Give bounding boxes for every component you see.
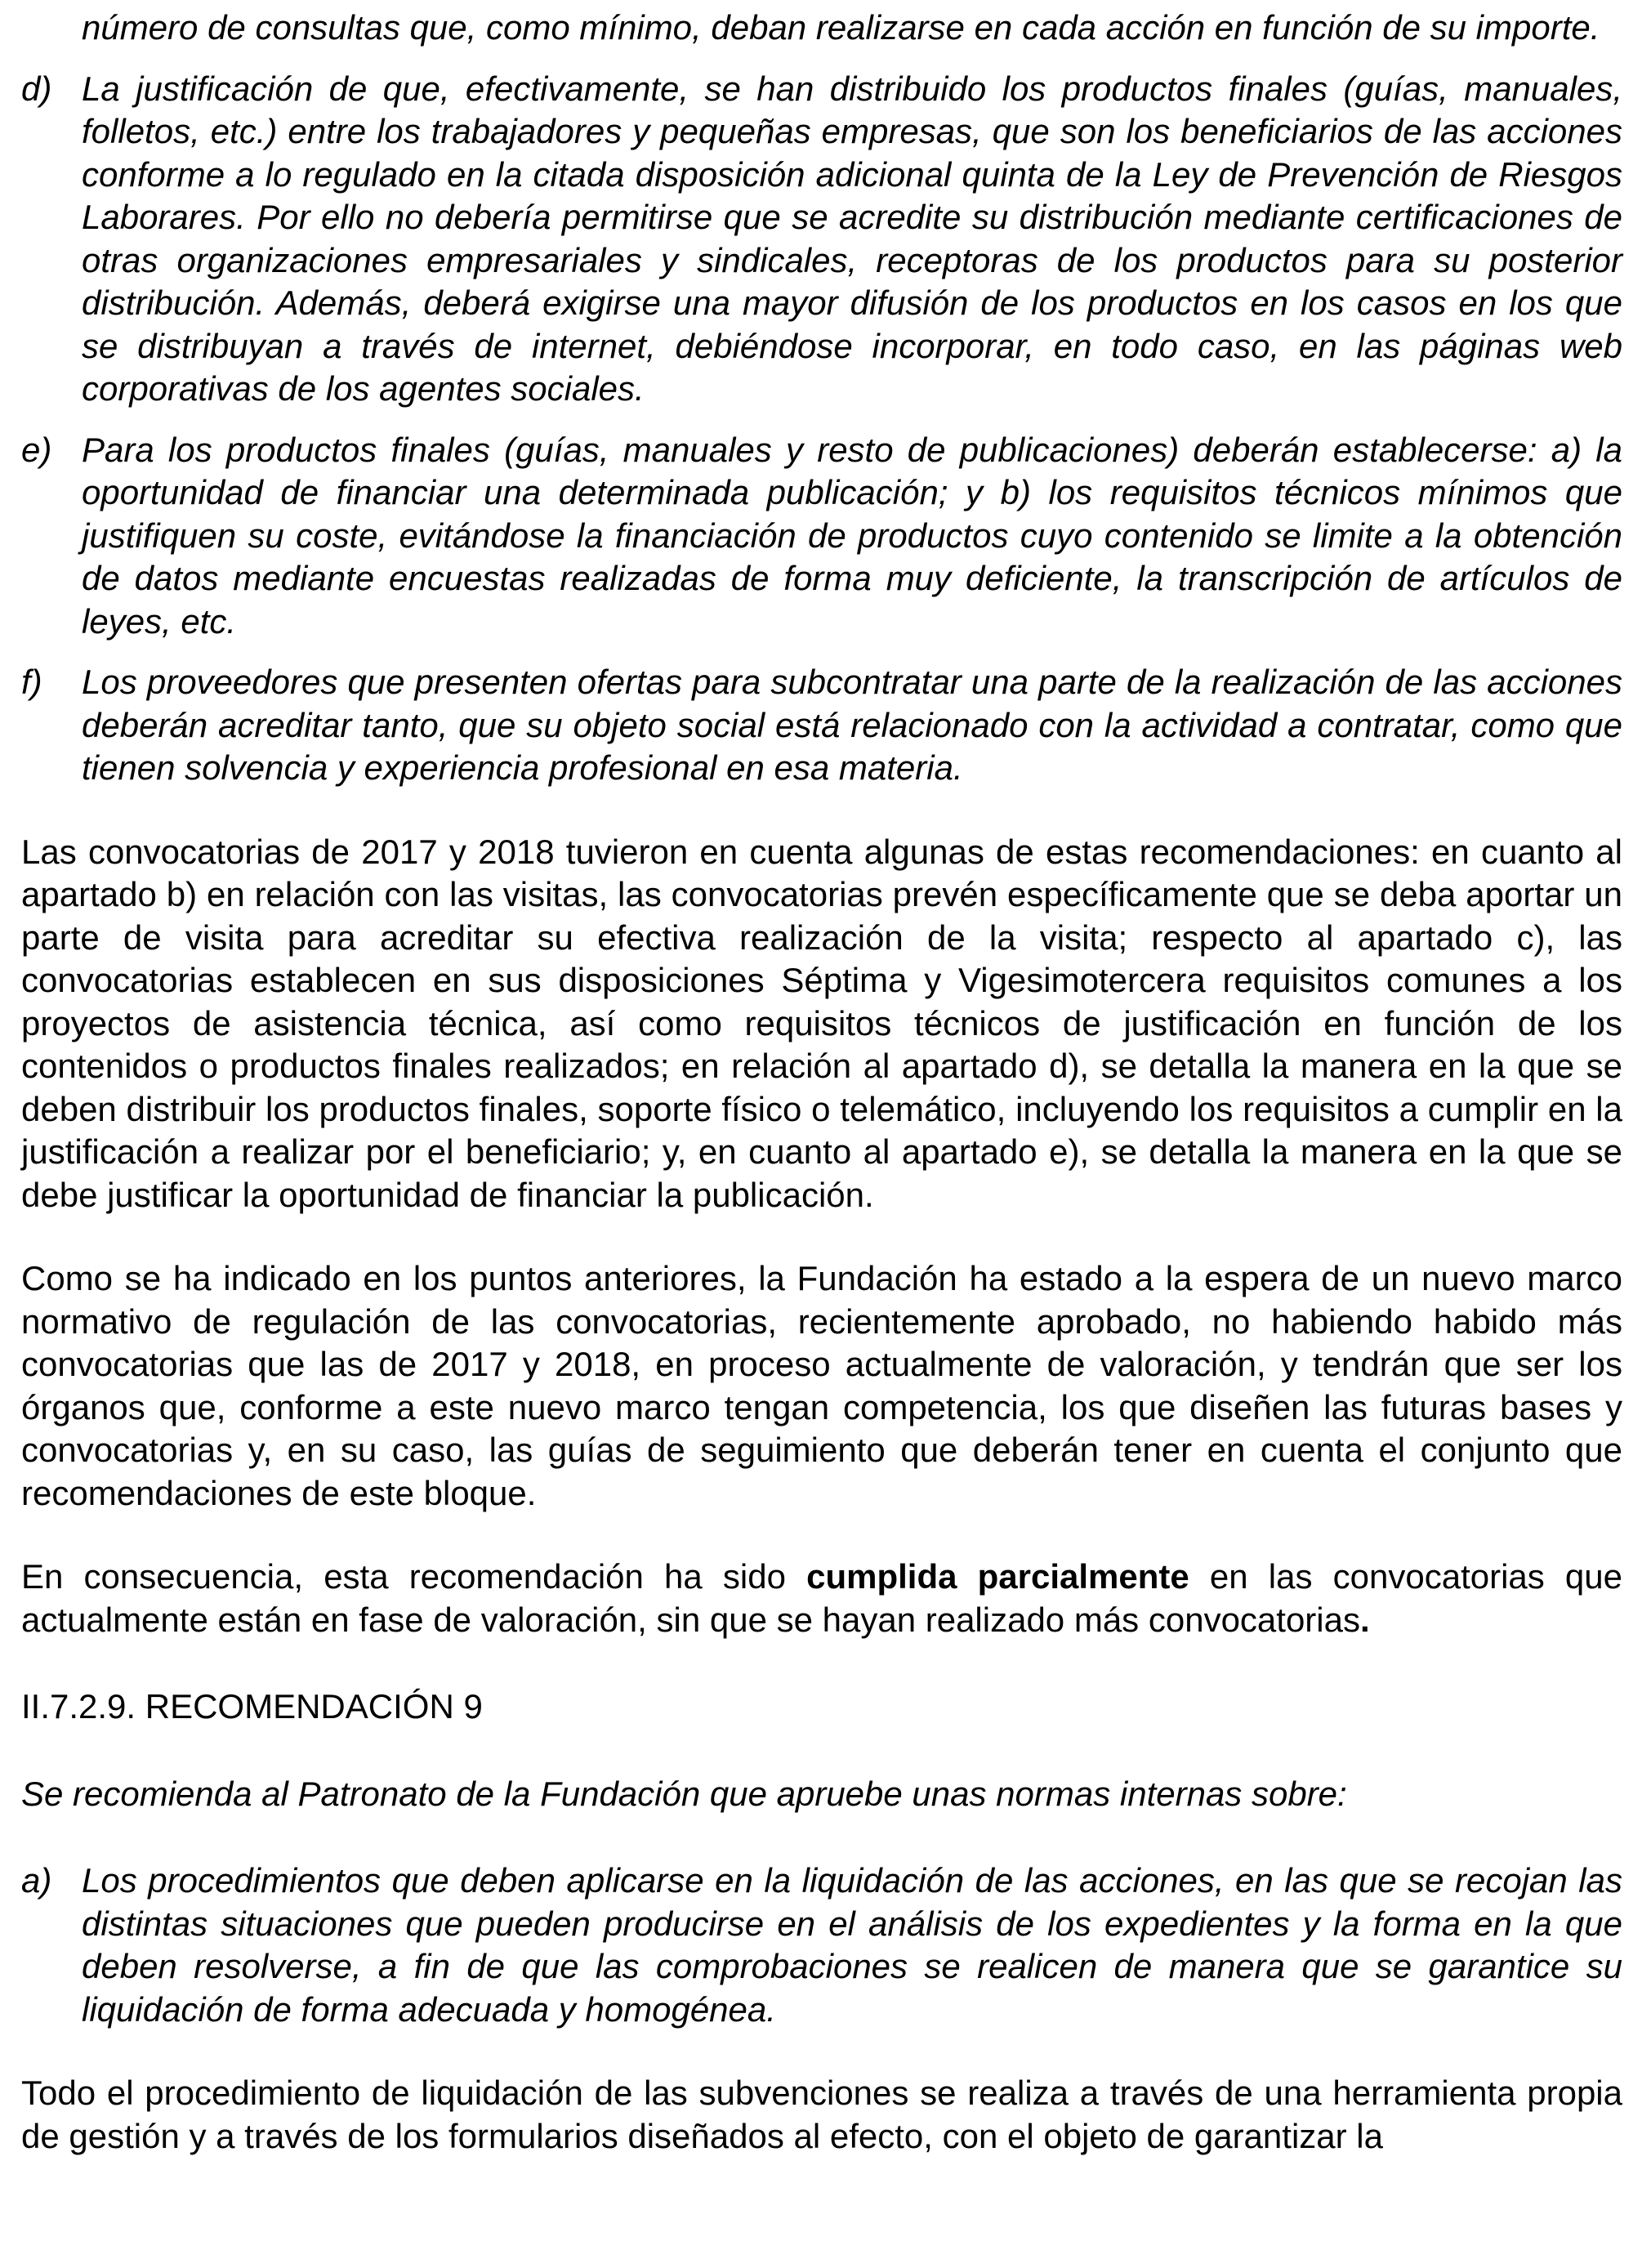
recommendation-intro: Se recomienda al Patronato de la Fundación que apruebe unas normas internas sobre:	[21, 1774, 1347, 1813]
list-marker: f)	[21, 663, 42, 701]
list-item-e	[21, 429, 1622, 644]
list-marker: e)	[21, 430, 52, 469]
conclusion-text-end: en las convocatorias que actualmente están en fase de valoración, sin que se hayan realizado más convocatorias	[21, 1557, 1622, 1639]
conclusion-text-start: En consecuencia, esta recomendación ha sido	[21, 1557, 807, 1596]
paragraph-convocatorias: Las convocatorias de 2017 y 2018 tuvieron en cuenta algunas de estas recomendaciones: en cuanto al apartado b) en relación con las visitas, las convocatorias prevén específicamente que se deba aportar un parte de visita para acreditar su efectiva realización de la visita; respecto al apartado c), las convocatorias establecen en sus disposiciones Séptima y Vigesimotercera requisitos comunes a los proyectos de asistencia técnica, así como requisitos técnicos de justificación en función de los contenidos o productos finales realizados; en relación al apartado d), se detalla la manera en la que se deben distribuir los productos finales, soporte físico o telemático, incluyendo los requisitos a cumplir en la justificación a realizar por el beneficiario; y, en cuanto al apartado e), se detalla la manera en la que se debe justificar la oportunidad de financiar la publicación.	[21, 832, 1622, 1214]
list-item-text: La justificación de que, efectivamente, se han distribuido los productos finales (guías, manuales, folletos, etc.) entre los trabajadores y pequeñas empresas, que son los beneficiarios de las acciones conforme a lo regulado en la citada disposición adicional quinta de la Ley de Prevención de Riesgos Laborares. Por ello no debería permitirse que se acredite su distribución mediante certificaciones de otras organizaciones empresariales y sindicales, receptoras de los productos para su posterior distribución. Además, deberá exigirse una mayor difusión de los productos en los casos en los que se distribuyan a través de internet, debiéndose incorporar, en todo caso, en las páginas web corporativas de los agentes sociales.	[82, 69, 1622, 408]
list-item-text: número de consultas que, como mínimo, deban realizarse en cada acción en función de su importe.	[82, 8, 1600, 47]
document-page	[21, 7, 1622, 2158]
paragraph-conclusion	[21, 1556, 1622, 1641]
list-item-continuation	[21, 7, 1622, 50]
paragraph-marco-normativo: Como se ha indicado en los puntos anteriores, la Fundación ha estado a la espera de un nuevo marco normativo de regulación de las convocatorias, recientemente aprobado, no habiendo habido más convocatorias que las de 2017 y 2018, en proceso actualmente de valoración, y tendrán que ser los órganos que, conforme a este nuevo marco tengan competencia, los que diseñen las futuras bases y convocatorias y, en su caso, las guías de seguimiento que deberán tener en cuenta el conjunto que recomendaciones de este bloque.	[21, 1259, 1622, 1512]
list-item-text: Los procedimientos que deben aplicarse en la liquidación de las acciones, en las que se recojan las distintas situaciones que pueden producirse en el análisis de los expedientes y la forma en la que deben resolverse, a fin de que las comprobaciones se realicen de manera que se garantice su liquidación de forma adecuada y homogénea.	[82, 1861, 1622, 2029]
list-marker: a)	[21, 1861, 52, 1900]
list-item-a	[21, 1859, 1622, 2031]
conclusion-status: cumplida parcialmente	[806, 1557, 1189, 1596]
list-item-text: Los proveedores que presenten ofertas para subcontratar una parte de la realización de las acciones deberán acreditar tanto, que su objeto social está relacionado con la actividad a contratar, como que tienen solvencia y experiencia profesional en esa materia.	[82, 663, 1622, 787]
paragraph-liquidacion: Todo el procedimiento de liquidación de las subvenciones se realiza a través de una herramienta propia de gestión y a través de los formularios diseñados al efecto, con el objeto de garantizar la	[21, 2074, 1622, 2155]
list-item-f	[21, 661, 1622, 790]
list-item-d	[21, 68, 1622, 411]
list-marker: d)	[21, 69, 52, 108]
conclusion-period: .	[1359, 1600, 1370, 1639]
list-item-text: Para los productos finales (guías, manuales y resto de publicaciones) deberán establecerse: a) la oportunidad de financiar una determinada publicación; y b) los requisitos técnicos mínimos que justifiquen su coste, evitándose la financiación de productos cuyo contenido se limite a la obtención de datos mediante encuestas realizadas de forma muy deficiente, la transcripción de artículos de leyes, etc.	[82, 430, 1622, 641]
section-heading: II.7.2.9. RECOMENDACIÓN 9	[21, 1687, 483, 1726]
